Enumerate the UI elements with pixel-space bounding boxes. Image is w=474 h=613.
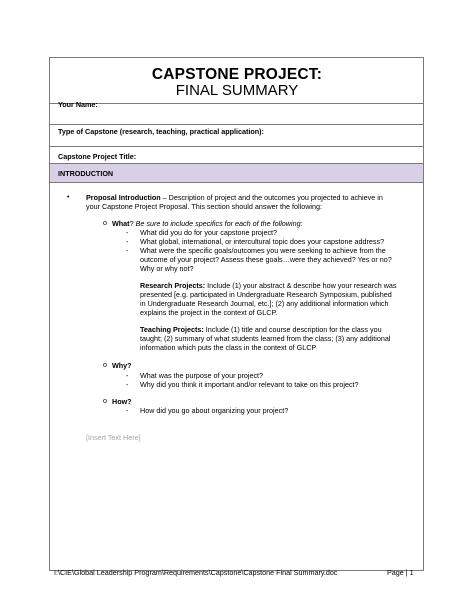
teaching-label: Teaching Projects:	[140, 325, 204, 334]
circle-bullet-icon: o	[103, 220, 107, 227]
research-text: Include (1) your abstract & describe how your research was	[205, 281, 397, 290]
why-item-2: Why did you think it important and/or relevant to take on this project?	[140, 380, 359, 389]
proposal-intro-line2: your Capstone Project Proposal. This section should answer the following:	[86, 202, 322, 211]
footer-file-path: I:\CIE\Global Leadership Program\Requirements\Capstone\Capstone Final Summary.doc	[54, 568, 338, 577]
circle-bullet-icon: o	[103, 362, 107, 369]
research-line4: explains the project in the context of GLCP.	[140, 308, 278, 317]
footer-page-number: Page | 1	[387, 568, 414, 577]
why-heading: Why?	[112, 361, 132, 370]
how-item-1: How did you go about organizing your project?	[140, 406, 289, 415]
project-title-label: Capstone Project Title:	[58, 152, 137, 161]
dash-icon: -	[126, 237, 129, 246]
what-question-mark: ?	[129, 219, 134, 228]
teaching-line3: information which puts the class in the context of GLCP	[140, 343, 317, 352]
teaching-line2: taught; (2) summary of what students learned from the class; (3) any additional	[140, 334, 391, 343]
document-subtitle: FINAL SUMMARY	[175, 82, 299, 99]
what-item-3-line1: What were the specific goals/outcomes you were seeking to achieve from the	[140, 246, 386, 255]
proposal-intro-text: – Description of project and the outcomes you projected to achieve in	[160, 193, 383, 202]
document-title: CAPSTONE PROJECT:	[151, 66, 323, 83]
divider	[49, 146, 424, 147]
insert-text-placeholder[interactable]: [Insert Text Here]	[86, 433, 141, 442]
research-line3: in Undergraduate Research Journal, etc.]; (2) any additional information which	[140, 299, 389, 308]
teaching-text: Include (1) title and course description for the class you	[203, 325, 382, 334]
circle-bullet-icon: o	[103, 398, 107, 405]
dash-icon: -	[126, 406, 129, 415]
how-heading: How?	[112, 397, 132, 406]
what-item-3-line3: Why or why not?	[140, 264, 194, 273]
proposal-intro-lead: Proposal Introduction	[86, 193, 161, 202]
dash-icon: -	[126, 371, 129, 380]
what-item-3-line2: outcome of your project? Assess these goals…were they achieved? Yes or no?	[140, 255, 392, 264]
what-item-2: What global, international, or intercultural topic does your capstone address?	[140, 237, 385, 246]
bullet-icon: •	[67, 194, 70, 201]
dash-icon: -	[126, 380, 129, 389]
divider	[49, 124, 424, 125]
section-header-introduction	[50, 163, 423, 183]
capstone-type-label: Type of Capstone (research, teaching, practical application):	[58, 127, 264, 136]
research-label: Research Projects:	[140, 281, 206, 290]
what-label: What	[112, 219, 130, 228]
dash-icon: -	[126, 228, 129, 237]
your-name-label: Your Name:	[58, 100, 98, 109]
divider	[49, 103, 424, 104]
dash-icon: -	[126, 246, 129, 255]
what-item-1: What did you do for your capstone project?	[140, 228, 278, 237]
section-label: INTRODUCTION	[58, 169, 114, 178]
what-instruction: Be sure to include specifics for each of the following:	[133, 219, 303, 228]
why-item-1: What was the purpose of your project?	[140, 371, 264, 380]
research-line2: presented [e.g. participated in Undergraduate Research Symposium, published	[140, 290, 392, 299]
